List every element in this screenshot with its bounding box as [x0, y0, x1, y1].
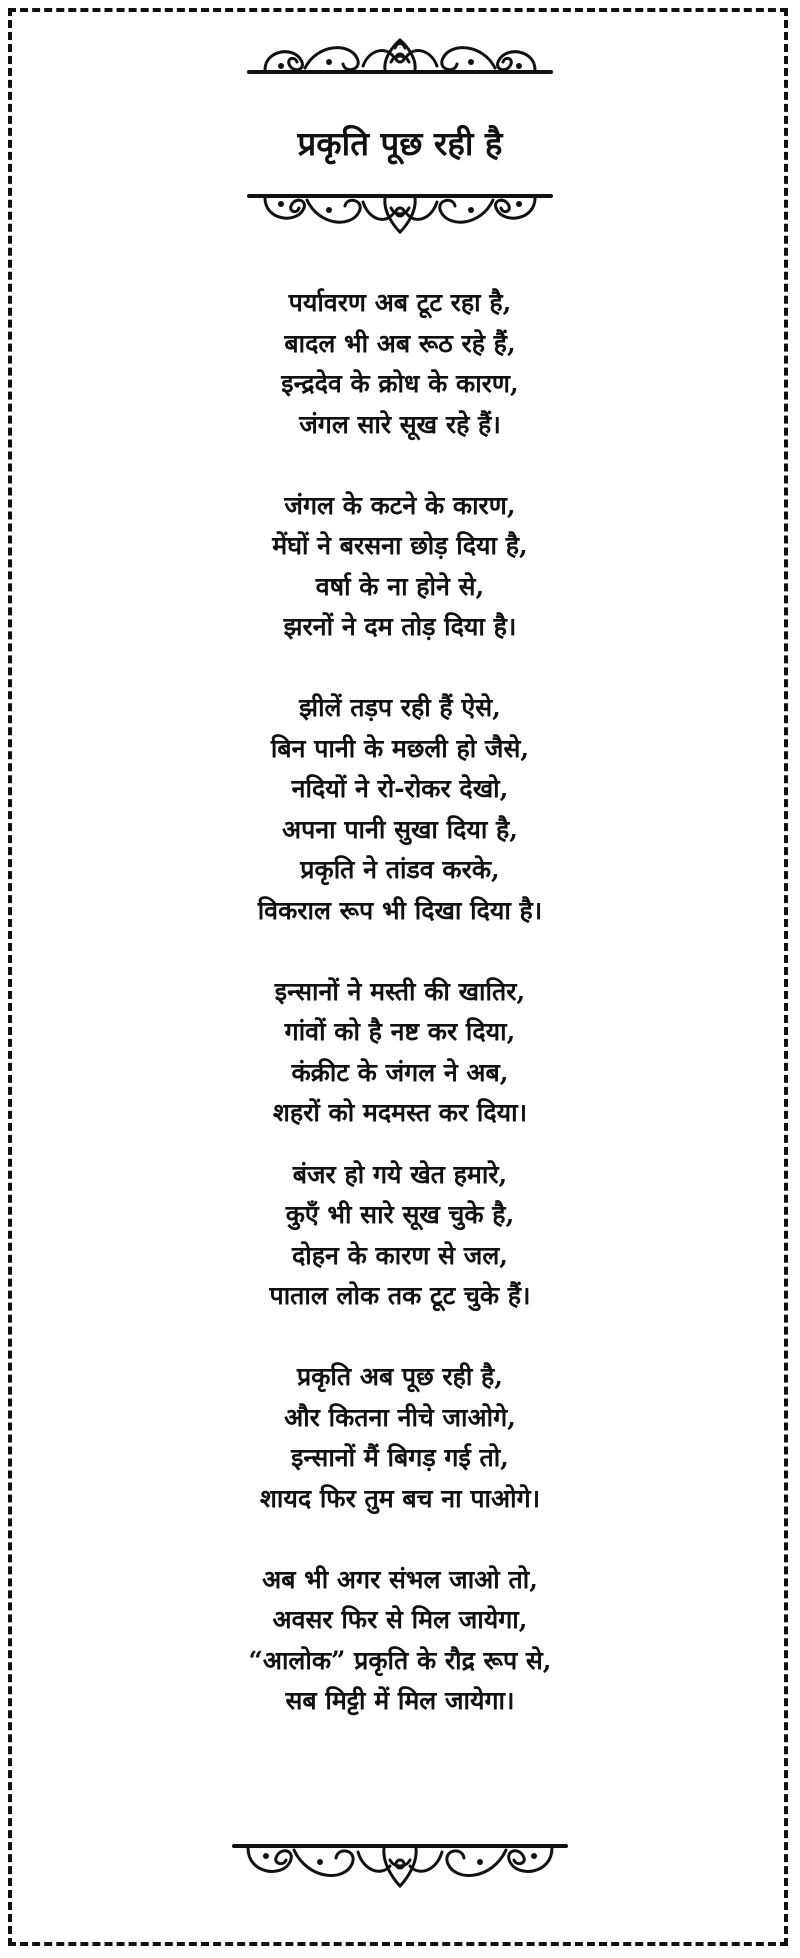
poem-line: शायद फिर तुम बच ना पाओगे।	[259, 1483, 541, 1513]
stanza-6	[0, 1357, 800, 1519]
stanza-3	[0, 688, 800, 931]
stanza-5	[0, 1155, 800, 1317]
poem-line: प्रकृति ने तांडव करके,	[300, 855, 500, 884]
top-scroll-ornament-icon	[245, 36, 555, 80]
poem-line: वर्षा के ना होने से,	[315, 571, 485, 601]
poem-line: कुएँ भी सारे सूख चुके है,	[285, 1200, 515, 1229]
poem-line: और कितना नीचे जाओगे,	[284, 1402, 516, 1432]
poem-line: जंगल के कटने के कारण,	[284, 490, 516, 520]
title-scroll-ornament-icon	[245, 188, 555, 236]
poem-line: प्रकृति अब पूछ रही है,	[296, 1362, 504, 1391]
poem-line: इन्द्रदेव के क्रोध के कारण,	[281, 369, 519, 398]
poem-line: नदियों ने रो-रोकर देखो,	[291, 774, 509, 803]
poem-line: विकराल रूप भी दिखा दिया है।	[257, 895, 543, 925]
poem-line: पर्यावरण अब टूट रहा है,	[288, 288, 512, 317]
poem-line: बिन पानी के मछली हो जैसे,	[270, 733, 530, 763]
poem-line: अब भी अगर संभल जाओ तो,	[262, 1564, 538, 1594]
poem-line: सब मिट्टी में मिल जायेगा।	[285, 1686, 515, 1715]
poem-line: मेंघों ने बरसना छोड़ दिया है,	[272, 531, 528, 560]
stanza-1	[0, 283, 800, 445]
poem-line: दोहन के कारण से जल,	[292, 1240, 508, 1270]
stanza-4	[0, 972, 800, 1134]
bottom-scroll-ornament-icon	[230, 1838, 570, 1890]
poem-line: कंक्रीट के जंगल ने अब,	[291, 1057, 509, 1087]
poem-line: इन्सानों मैं बिगड़ गई तो,	[291, 1443, 509, 1472]
poem-line: अपना पानी सुखा दिया है,	[281, 814, 519, 844]
poem-title: प्रकृति पूछ रही है	[297, 124, 503, 163]
poem-line: “आलोक” प्रकृति के रौद्र रूप से,	[248, 1645, 552, 1675]
stanza-7	[0, 1560, 800, 1722]
poem-line: बादल भी अब रूठ रहे हैं,	[284, 328, 516, 358]
poem-line: बंजर हो गये खेत हमारे,	[292, 1159, 508, 1189]
poem-body	[0, 283, 800, 1722]
poem-line: शहरों को मदमस्त कर दिया।	[272, 1098, 528, 1127]
poem-line: झीलें तड़प रही हैं ऐसे,	[299, 693, 501, 722]
poem-line: जंगल सारे सूख रहे हैं।	[299, 409, 501, 439]
poem-line: अवसर फिर से मिल जायेगा,	[272, 1605, 528, 1634]
poem-line: पाताल लोक तक टूट चुके हैं।	[269, 1281, 531, 1310]
poem-line: झरनों ने दम तोड़ दिया है।	[283, 612, 517, 641]
stanza-2	[0, 486, 800, 648]
poem-line: इन्सानों ने मस्ती की खातिर,	[274, 976, 526, 1006]
poem-line: गांवों को है नष्ट कर दिया,	[284, 1017, 516, 1046]
